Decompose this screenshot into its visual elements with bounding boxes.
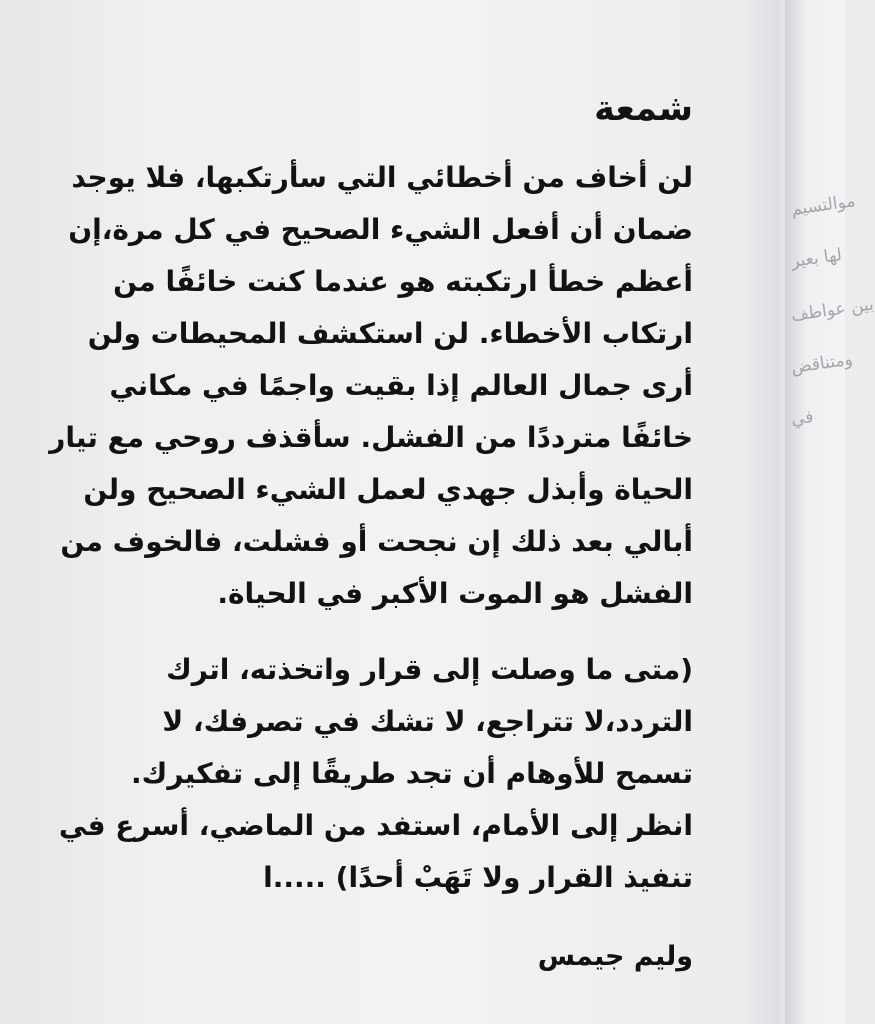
adjacent-page-text-fragment: موالتسيم bbox=[789, 191, 857, 220]
quote-line: التردد،لا تتراجع، لا تشك في تصرفك، لا bbox=[162, 705, 693, 738]
adjacent-page-text-fragment: لها بعير bbox=[789, 245, 844, 272]
quote-line: (متى ما وصلت إلى قرار واتخذته، اترك bbox=[166, 653, 693, 686]
book-page-content bbox=[49, 84, 693, 982]
adjacent-page-text-fragment: بين عواطف bbox=[789, 294, 875, 326]
adjacent-page-text-fragment: في bbox=[789, 407, 815, 430]
quote-line: تسمح للأوهام أن تجد طريقًا إلى تفكيرك. bbox=[131, 757, 693, 790]
author-name: وليم جيمس bbox=[537, 941, 693, 972]
adjacent-page-edge bbox=[785, 0, 875, 1024]
adjacent-page-text-fragment: ومتناقض bbox=[789, 349, 854, 378]
paragraph-line: الفشل هو الموت الأكبر في الحياة. bbox=[217, 577, 693, 610]
paragraph-line: أرى جمال العالم إذا بقيت واجمًا في مكاني bbox=[109, 369, 693, 402]
quote-line: تنفيذ القرار ولا تَهَبْ أحدًا) .....ا bbox=[263, 861, 693, 894]
quote-line: انظر إلى الأمام، استفد من الماضي، أسرع في bbox=[58, 809, 693, 842]
paragraph-line: أعظم خطأ ارتكبته هو عندما كنت خائفًا من bbox=[113, 265, 693, 298]
paragraph-line: خائفًا مترددًا من الفشل. سأقذف روحي مع تيار bbox=[49, 421, 693, 454]
paragraph-line: الحياة وأبذل جهدي لعمل الشيء الصحيح ولن bbox=[83, 473, 693, 506]
page-title: شمعة bbox=[594, 89, 693, 129]
main-paragraph bbox=[49, 152, 693, 620]
paragraph-line: ضمان أن أفعل الشيء الصحيح في كل مرة،إن bbox=[68, 213, 693, 246]
quoted-paragraph bbox=[58, 644, 693, 904]
paragraph-line: أبالي بعد ذلك إن نجحت أو فشلت، فالخوف من bbox=[60, 525, 693, 558]
paragraph-line: ارتكاب الأخطاء. لن استكشف المحيطات ولن bbox=[87, 317, 693, 350]
paragraph-line: لن أخاف من أخطائي التي سأرتكبها، فلا يوجد bbox=[71, 161, 693, 194]
